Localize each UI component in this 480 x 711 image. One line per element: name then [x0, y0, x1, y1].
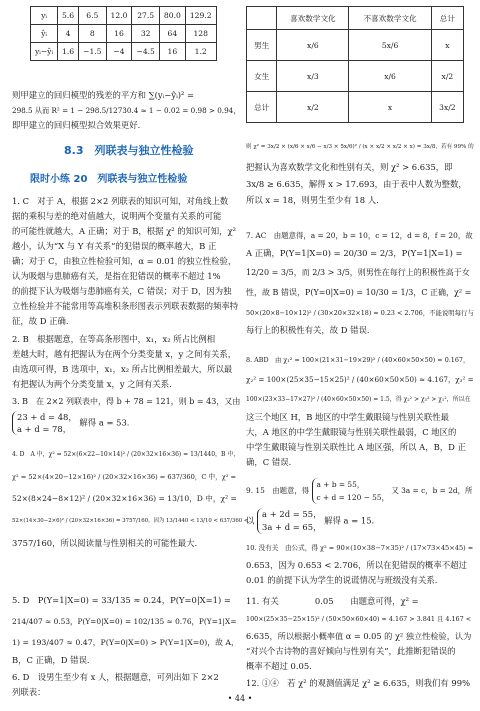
q7-line: 性，故 B 错误，P(Y=0|X=0) = 10/30 = 1/3，C 正确，χ² = [246, 288, 472, 297]
q9-text: 又 3a = c，b = 2d，所 [391, 486, 473, 495]
q9-label: 9. 15 由题意，得 [246, 486, 310, 495]
table-header-cell: 总计 [431, 7, 463, 30]
q4-line: 52×(14×30−2×6)² / (20×32×16×36) = 3757/160，因为 13/1440 < 13/10 < 637/360 < [12, 518, 249, 524]
q9-text: 以 [246, 515, 255, 526]
q8-line: 100×(23×33−17×27)² / (40×60×50×50) = 1.5，得 χ₂² > χ₃² > χ₁²，所以在 [246, 396, 471, 403]
table-cell: x/6 [349, 61, 431, 92]
table-cell: 16 [159, 43, 185, 61]
residual-text [12, 88, 240, 133]
q1-line: 的前提下认为吸烟与患肺癌有关，C 错误；对于 D，因为独 [12, 286, 232, 296]
table-cell: 1.2 [185, 43, 216, 61]
table-cell: −4.5 [132, 43, 159, 61]
q11-line: 100×(25×35−25×15)² / (50×50×60×40) ≈ 4.167 > 3.841 且 4.167 < [246, 615, 472, 623]
q1-line: 1. C 对于 A，根据 2×2 列联表的知识可知，对角线上数 [12, 196, 229, 206]
table-row [247, 92, 464, 123]
table-cell: 16 [106, 25, 132, 43]
equation: 23 + d = 48， [17, 412, 77, 422]
q10-line: 0.653，因为 0.653 < 2.706，所以在犯错误的概率不超过 [246, 560, 467, 570]
q12-line: 12. ①④ 若 χ² 的观测值满足 χ² ≥ 6.635，则我们有 99% [246, 678, 471, 688]
table-header-row [247, 7, 464, 30]
equation-brace [257, 508, 321, 534]
q2-block [12, 332, 240, 392]
q11-line: 概率不超过 0.05. [246, 661, 312, 671]
text-line: 则甲建立的回归模型的残差的平方和 ∑(yᵢ−ŷᵢ)² = [12, 90, 195, 100]
table-row [247, 30, 464, 61]
table-row [31, 43, 217, 61]
equation: a + 2d = 55， [262, 509, 322, 519]
q7-line: 每行上的积极性有关，故 D 错误. [246, 325, 370, 335]
q1-line: 认为吸烟与患肺癌有关，是指在犯错误的概率不超过 1% [12, 271, 221, 281]
q5-line: 5. D P(Y=1|X=0) = 33/135 ≈ 0.24，P(Y=0|X=1) = [12, 595, 231, 605]
q8-block [246, 350, 474, 470]
q11-line: “对兴个古诗物的喜好倾向与性别有关”，此推断犯错误的 [246, 646, 456, 656]
equation-brace [12, 411, 77, 435]
text-line: 3x/8 ≥ 6.635，解得 x > 17.693，由于表中人数为整数， [246, 179, 467, 189]
q7-line: 12/20 = 3/5，而 2/3 > 3/5，则男性在每行上的积极性高于女 [246, 268, 470, 277]
equation: 3a + d = 65， [262, 522, 322, 532]
q11-block [246, 594, 474, 674]
q7-line: 7. AC 由题意得，a = 20，b = 10，c = 12，d = 8，f = 20，故 [246, 231, 473, 240]
table-cell: −4 [106, 43, 132, 61]
table-cell: 4 [58, 25, 79, 43]
table-cell: 5x/6 [349, 30, 431, 61]
q11-line: 11. 有关 0.05 由题意可得，χ² = [246, 596, 419, 606]
text-line: 所以 x = 18，则男生至少有 18 人. [246, 195, 379, 205]
q2-line: 有把握认为两个分类变量 x，y 之间有关系. [12, 379, 172, 389]
equation: a + b = 55， [316, 480, 365, 489]
q8-line: χ₂² = 100×(25×35−15×25)² / (40×60×50×50) ≈ 4.167，χ₃² = [246, 375, 474, 384]
table-header-cell: 喜欢数学文化 [277, 7, 349, 30]
q7-line: 50×(20×8−10×12)² / (30×20×32×18) ≈ 0.23 < 2.706，不能说明每行与 [246, 309, 474, 317]
text-line: 298.5 从而 R² = 1 − 298.5/12730.4 ≈ 1 − 0.02 = 0.98 > 0.94， [12, 106, 241, 115]
table-cell: 8 [79, 25, 106, 43]
table-cell: 女生 [247, 61, 277, 92]
q9-block [246, 478, 474, 534]
q9-line [246, 508, 474, 534]
table-cell: x/2 [431, 61, 463, 92]
q1-line: 据的乘积与差的绝对值越大，说明两个变量有关系的可能 [12, 211, 222, 221]
text-line: 把握认为喜欢数学文化和性别有关，则 χ² > 6.635，即 [246, 162, 453, 172]
q6-line: 6. D 设男生至少有 x 人，根据题意，可列出如下 2×2 [12, 672, 219, 682]
table-header-cell [247, 7, 277, 30]
table-cell: 1.6 [58, 43, 79, 61]
q4-block [12, 444, 249, 554]
q5-line: 214/407 ≈ 0.53，P(Y=0|X=0) = 102/135 ≈ 0.76，P(Y=1|X= [12, 617, 237, 626]
table-cell: 64 [159, 25, 185, 43]
q7-line: A 正确，P(Y=1|X=0) = 20/30 = 2/3，P(Y=1|X=1) = [246, 248, 463, 258]
q6-continued [246, 134, 474, 208]
q1-line: 确；对于 C，由独立性检验可知，α = 0.01 的独立性检验， [12, 256, 237, 266]
q4-line: 3757/160，所以阅读量与性别相关的可能性最大. [12, 538, 198, 548]
table-cell: 5.6 [58, 7, 79, 25]
q3-result: 解得 a = 53. [79, 417, 130, 428]
page-number: • 44 • [227, 694, 253, 703]
equation: a + d = 78， [17, 424, 72, 434]
q1-line: 的可能性就越大，A 正确；对于 B，根据 χ² 的知识可知，χ² [12, 226, 236, 236]
q3-line: 3. B 在 2×2 列联表中，得 b + 78 = 121，则 b = 43，又由 [12, 397, 241, 406]
table-cell: −1.5 [79, 43, 106, 61]
table-row [31, 7, 217, 25]
table-cell: x/6 [277, 30, 349, 61]
table-cell: x [349, 92, 431, 123]
q4-line: 4. D A 中，χ² = 52×(6×22−10×14)² / (20×32×16×36) = 13/1440，B 中， [12, 451, 240, 458]
equation: c + d = 120 − 55， [316, 493, 389, 502]
q4-line: 52×(8×24−8×12)² / (20×32×16×36) = 13/10，D 中，χ² = [12, 494, 237, 503]
q1-line: 征，故 D 正确. [12, 316, 69, 326]
table-cell: yᵢ [31, 7, 58, 25]
q1-line: 立性检验并不能常用等高堆积条形图表示列联表数据的频率特 [12, 301, 239, 311]
q10-line: 10. 没有关 由公式，得 χ² = 90×(10×38−7×35)² / (17×73×45×45) ≈ [246, 544, 474, 552]
chi-square-line: 则 χ² = 3x/2 × (x/6 × x/6 − x/3 × 5x/6)² / (x × x/2 × x/2 × x) = 3x/8，若有 99% 的 [246, 144, 474, 150]
residual-table [30, 6, 217, 61]
table-cell: 27.5 [132, 7, 159, 25]
table-cell: x/3 [277, 61, 349, 92]
subsection-title: 限时小练 20 列联表与独立性检验 [30, 174, 188, 185]
q1-block [12, 194, 240, 329]
table-cell: 男生 [247, 30, 277, 61]
q10-line: 0.01 的前提下认为学生的说谎情况与班级没有关系. [246, 575, 438, 585]
q6-line: 列联表： [12, 687, 46, 697]
table-cell: 总计 [247, 92, 277, 123]
q12-block [246, 676, 474, 691]
q8-line: 中学生戴眼镜与性别关联性比 A 地区强，所以 A，B，D 正 [246, 442, 466, 452]
table-cell: x/2 [277, 92, 349, 123]
table-cell: 128 [185, 25, 216, 43]
table-row [247, 61, 464, 92]
q5-line: B，C 正确，D 错误. [12, 655, 90, 665]
q8-line: 这三个地区 H，B 地区的中学生戴眼镜与性别关联性最 [246, 412, 450, 422]
q5-line: 1) = 193/407 ≈ 0.47，P(Y=0|X=0) > P(Y=1|X=0)，故 A， [12, 638, 239, 647]
q2-line: 2. B 根据题意，在等高条形图中，x₁，x₂ 所占比例相 [12, 334, 216, 344]
q3-system [12, 411, 240, 435]
table-cell: 32 [132, 25, 159, 43]
table-cell: 129.2 [185, 7, 216, 25]
table-cell: 3x/2 [431, 92, 463, 123]
q10-block [246, 538, 474, 588]
table-cell: 6.5 [79, 7, 106, 25]
q7-block [246, 228, 474, 338]
section-title: 8.3 列联表与独立性检验 [64, 144, 194, 157]
q9-result: 解得 a = 15. [324, 515, 375, 526]
table-cell: x [431, 30, 463, 61]
table-cell: ŷᵢ [31, 25, 58, 43]
q3-block [12, 394, 240, 435]
q4-line: χ² = 52×(4×20−12×16)² / (20×32×16×36) = 637/360，C 中，χ² = [12, 473, 236, 481]
table-cell: yᵢ−ŷᵢ [31, 43, 58, 61]
text-line: 即甲建立的回归模型拟合效果更好. [12, 120, 141, 130]
contingency-table [246, 6, 464, 123]
q1-line: 越小，认为“X 与 Y 有关系”的犯错误的概率越大，B 正 [12, 241, 217, 251]
equation-brace [312, 478, 389, 504]
q8-line: 确，C 错误. [246, 457, 292, 467]
table-cell: 12.0 [106, 7, 132, 25]
q9-line [246, 478, 474, 504]
q8-line: 大，A 地区的中学生戴眼镜与性别关联性最弱，C 地区的 [246, 427, 457, 437]
q11-line: 6.635，所以根据小概率值 α = 0.05 的 χ² 独立性检验，认为 [246, 631, 472, 641]
q5-block [12, 590, 240, 668]
table-cell: 80.0 [159, 7, 185, 25]
q2-line: 差越大时，越有把握认为在两个分类变量 x，y 之间有关系， [12, 349, 237, 359]
q2-line: 由选项可得，B 选项中，x₁，x₂ 所占比例相差最大，所以最 [12, 364, 233, 374]
table-row [31, 25, 217, 43]
table-header-cell: 不喜欢数学文化 [349, 7, 431, 30]
q8-line: 8. ABD 由 χ₁² = 100×(21×31−19×29)² / (40×60×50×50) ≈ 0.167， [246, 356, 470, 364]
